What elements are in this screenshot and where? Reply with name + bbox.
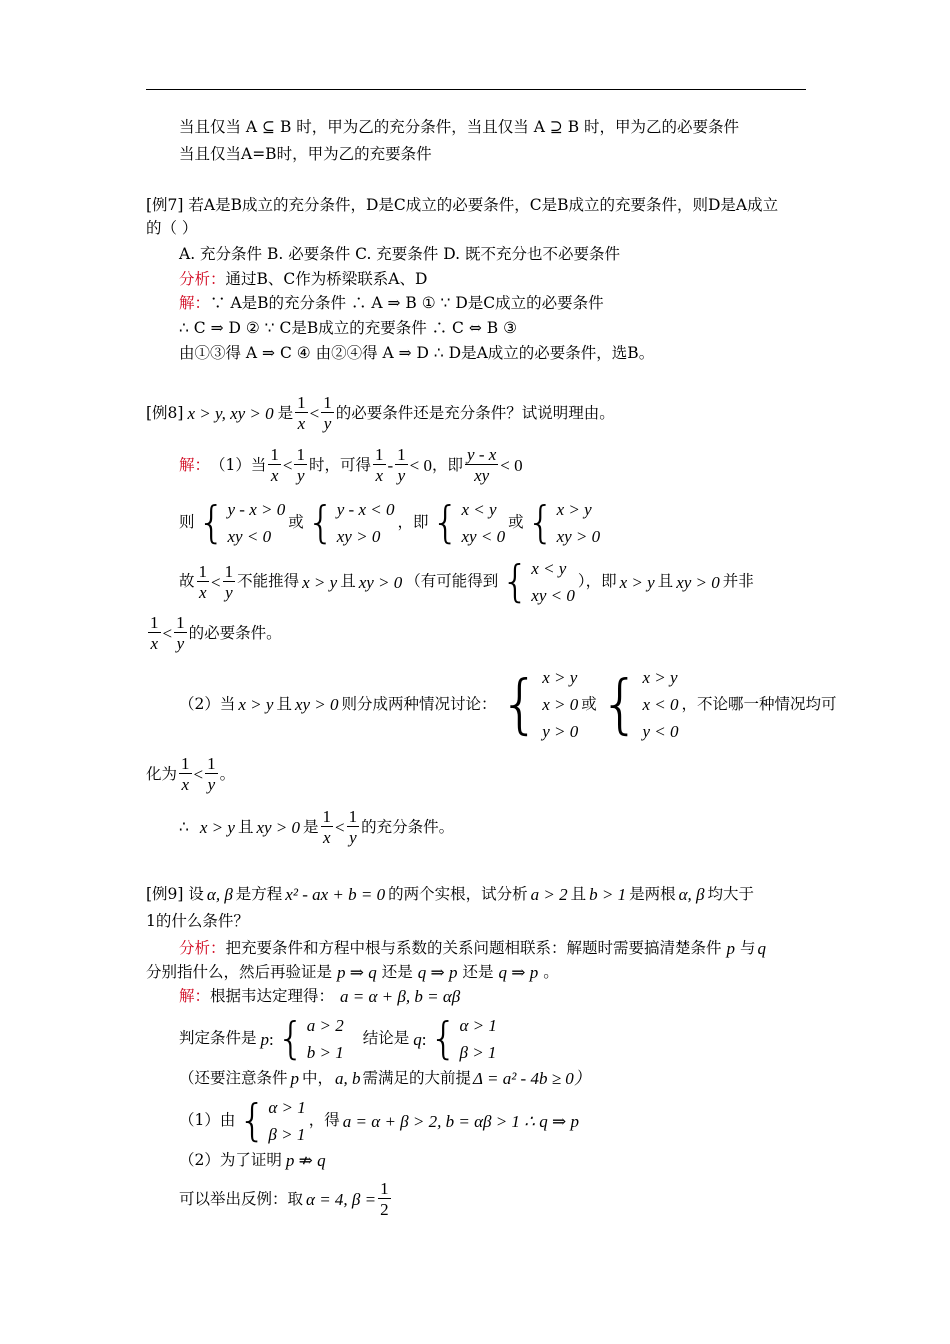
- therefore-line: 故 $\frac{1}{x}$ < $\frac{1}{y}$ 不能推得 x > y 且 xy > 0 （有可能得到 { x < y xy < 0 ），即 x > y 且 xy > 0 并非: [179, 556, 754, 607]
- equation-system: { y - x > 0 xy < 0: [197, 497, 286, 548]
- analysis-line: [179, 272, 427, 288]
- analysis-text: 通过B、C作为桥梁联系A、D: [225, 270, 428, 288]
- text: （1）当: [210, 455, 267, 474]
- text-line: 当且仅当A=B时，甲为乙的充要条件: [179, 145, 432, 163]
- systems-line: 则 { y - x > 0 xy < 0 或 { y - x < 0 xy > 0 ，即 { x < y xy < 0 或 { x > y xy > 0: [179, 497, 601, 548]
- equation-system: { y - x < 0 xy > 0: [306, 497, 395, 548]
- fraction: $\frac{1}{y}$: [397, 445, 406, 485]
- example-7-question: [例7] 若A是B成立的充分条件，D是C成立的必要条件，C是B成立的充要条件，则D是A成立: [146, 196, 779, 214]
- analysis-line: 分别指什么，然后再验证是 p ⇒ q 还是 q ⇒ p 还是 q ⇒ p 。: [146, 962, 559, 982]
- analysis-label: 分析：: [179, 270, 226, 288]
- equation-system: { x > y x < 0 y < 0: [599, 667, 679, 742]
- equation-system: { x < y xy < 0: [431, 497, 506, 548]
- fraction-1-over-y: $\frac{1}{y}$: [323, 393, 332, 433]
- text: ，即: [432, 455, 464, 474]
- text-line: 化为 $\frac{1}{x}$ < $\frac{1}{y}$ 。: [146, 754, 236, 794]
- analysis-line: 分析： 把充要条件和方程中根与系数的关系问题相联系：解题时需要搞清楚条件 p 与 q: [179, 938, 767, 958]
- conclusion-line: ∴ x > y 且 xy > 0 是 $\frac{1}{x}$ < $\frac{1}{y}$ 的充分条件。: [179, 807, 455, 847]
- example-8-tag: [例8]: [146, 403, 184, 422]
- example-8-question: [146, 394, 615, 433]
- example-7-question-cont: 的（ ）: [146, 219, 198, 237]
- counterexample-line: 可以举出反例：取 α = 4, β = $\frac{1}{2}$: [179, 1179, 389, 1219]
- solution-step-2: （2）当 x > y 且 xy > 0 则分成两种情况讨论： { x > y x > 0 y > 0 或 { x > y x < 0 y < 0 ，不论哪一种情况均可: [179, 664, 837, 745]
- solution-line: [179, 296, 604, 312]
- fraction-1-over-2: $\frac{1}{2}$: [380, 1179, 389, 1219]
- solution-text: ∵ A是B的充分条件 ∴ A ⇒ B ① ∵ D是C成立的必要条件: [210, 294, 604, 312]
- example-9-question-cont: 1的什么条件？: [146, 912, 249, 930]
- conditions-line: 判定条件是 p : { a > 2 b > 1 结论是 q : { α > 1 β > 1: [179, 1013, 497, 1064]
- fraction-1-over-x: $\frac{1}{x}$: [297, 393, 306, 433]
- equation-system: { α > 1 β > 1: [238, 1095, 306, 1146]
- less-than: <: [309, 403, 320, 423]
- proof-step-2: （2）为了证明 p ⇏ q: [179, 1150, 326, 1170]
- solution-step-1: 解： （1）当 $\frac{1}{x}$ < $\frac{1}{y}$ 时，可得 $\frac{1}{x}$ - $\frac{1}{y}$ < 0 ，即 $\frac{y - x}{xy}$ < 0: [179, 445, 523, 485]
- text-line: $\frac{1}{x}$ < $\frac{1}{y}$ 的必要条件。: [150, 613, 282, 653]
- fraction: $\frac{1}{x}$: [270, 445, 279, 485]
- example-9-question: [例9] 设 α, β 是方程 x² - ax + b = 0 的两个实根，试分析 a > 2 且 b > 1 是两根 α, β 均大于: [146, 884, 755, 904]
- condition-math: x > y, xy > 0: [187, 403, 274, 423]
- proof-step-1: （1）由 { α > 1 β > 1 ，得 a = α + β > 2, b = αβ > 1 ∴ q ⇒ p: [179, 1095, 579, 1146]
- solution-label: 解：: [179, 294, 211, 312]
- fraction: $\frac{1}{x}$: [375, 445, 384, 485]
- solution-label: 解：: [179, 455, 211, 474]
- equation-system: { x > y xy > 0: [526, 497, 601, 548]
- text: 的必要条件还是充分条件？试说明理由。: [335, 403, 615, 422]
- text: 时，可得: [308, 455, 371, 474]
- solution-line: 由①③得 A ⇒ C ④ 由②④得 A ⇒ D ∴ D是A成立的必要条件，选B。: [179, 344, 655, 362]
- fraction-y-minus-x-over-xy: $\frac{y - x}{xy}$: [467, 445, 497, 485]
- equation-system: { α > 1 β > 1: [429, 1013, 497, 1064]
- solution-line: ∴ C ⇒ D ② ∵ C是B成立的充要条件 ∴ C ⇔ B ③: [179, 319, 517, 337]
- equation-system: { x > y x > 0 y > 0: [499, 667, 579, 742]
- fraction: $\frac{1}{y}$: [296, 445, 305, 485]
- example-7-options: A. 充分条件 B. 必要条件 C. 充要条件 D. 既不充分也不必要条件: [179, 245, 620, 263]
- equation-system: { x < y xy < 0: [501, 556, 575, 607]
- text-line: 当且仅当 A ⊆ B 时，甲为乙的充分条件，当且仅当 A ⊇ B 时，甲为乙的必要条件: [179, 118, 740, 136]
- text: 是: [277, 403, 294, 422]
- header-rule: [146, 89, 806, 90]
- equation-system: { a > 2 b > 1: [276, 1013, 344, 1064]
- note-line: （还要注意条件 p 中， a, b 需满足的大前提 Δ = a² - 4b ≥ 0）: [179, 1068, 591, 1088]
- solution-line: 解： 根据韦达定理得： a = α + β, b = αβ: [179, 986, 461, 1006]
